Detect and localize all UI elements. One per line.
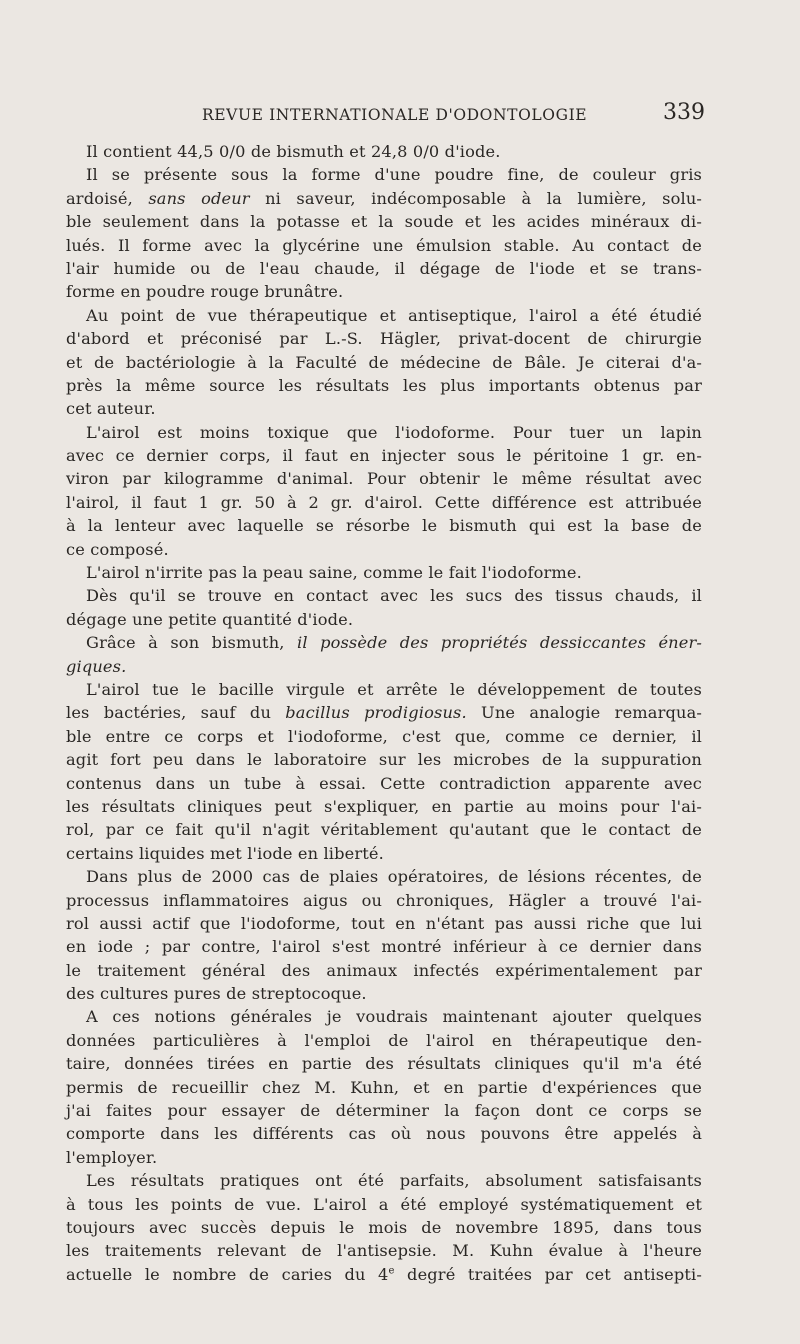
text-segment: le traitement général des animaux infectés expérimentalement par [66,960,702,980]
text-line [66,397,702,420]
text-segment: comporte dans les différents cas où nous pouvons être appelés à [66,1124,702,1144]
text-line [66,678,702,701]
text-line [66,421,702,444]
text-segment: à tous les points de vue. L'airol a été employé systématiquement et [66,1194,702,1214]
text-segment: j'ai faites pour essayer de déterminer la façon dont ce corps se [66,1101,702,1121]
running-title: REVUE INTERNATIONALE D'ODONTOLOGIE [202,106,588,124]
text-segment: les bactéries, sauf du [66,703,286,723]
text-line [66,304,702,327]
text-line [66,1052,702,1075]
text-line [66,163,702,186]
text-segment: Une analogie remarqua- [466,703,702,723]
text-segment: A ces notions générales je voudrais maintenant ajouter quelques [86,1007,702,1027]
text-segment: viron par kilogramme d'animal. Pour obtenir le même résultat avec [66,469,702,489]
text-line [66,234,702,257]
text-segment: sans odeur [148,188,250,208]
page-number: 339 [663,100,705,125]
text-segment: ce composé. [66,539,169,559]
text-segment: Dans plus de 2000 cas de plaies opératoires, de lésions récentes, de [86,867,702,887]
text-segment: contenus dans un tube à essai. Cette contradiction apparente avec [66,773,702,793]
text-line [66,374,702,397]
text-line [66,865,702,888]
text-segment: l'airol, il faut 1 gr. 50 à 2 gr. d'airol. Cette différence est attribuée [66,492,702,512]
text-segment: rol aussi actif que l'iodoforme, tout en n'étant pas aussi riche que lui [66,913,702,933]
text-segment: l'employer. [66,1147,158,1167]
text-line [66,842,702,865]
text-segment: près la même source les résultats les plus importants obtenus par [66,375,702,395]
text-segment: ble seulement dans la potasse et la soude et les acides minéraux di- [66,212,702,232]
text-segment: L'airol n'irrite pas la peau saine, comme le fait l'iodoforme. [86,563,582,583]
text-segment: permis de recueillir chez M. Kuhn, et en partie d'expériences que [66,1077,702,1097]
text-line [66,351,702,374]
text-line [66,1099,702,1122]
text-line [66,1122,702,1145]
text-line [66,210,702,233]
text-segment: bacillus prodigiosus. [285,703,467,723]
text-segment: des cultures pures de streptocoque. [66,984,367,1004]
text-line [66,491,702,514]
text-segment: dégage une petite quantité d'iode. [66,609,354,629]
text-line [66,1239,702,1262]
text-segment: lués. Il forme avec la glycérine une émulsion stable. Au contact de [66,235,702,255]
text-segment: certains liquides met l'iode en liberté. [66,843,384,863]
text-line [66,912,702,935]
text-segment: giques. [66,656,127,676]
text-line [66,561,702,584]
text-segment: Il se présente sous la forme d'une poudre fine, de couleur gris [86,165,702,185]
text-segment: Les résultats pratiques ont été parfaits, absolument satisfaisants [86,1171,702,1191]
text-line [66,1005,702,1028]
text-line [66,444,702,467]
text-line [66,795,702,818]
text-line [66,982,702,1005]
text-line [66,772,702,795]
text-segment: e [388,1265,395,1277]
text-segment: à la lenteur avec laquelle se résorbe le bismuth qui est la base de [66,516,702,536]
text-line [66,1263,702,1286]
text-segment: forme en poudre rouge brunâtre. [66,282,344,302]
text-line [66,725,702,748]
text-line [66,280,702,303]
text-line [66,1146,702,1169]
text-segment: données particulières à l'emploi de l'airol en thérapeutique den- [66,1030,702,1050]
text-line [66,889,702,912]
text-line [66,959,702,982]
text-segment: il possède des propriétés dessiccantes éner- [297,633,702,653]
text-segment: Dès qu'il se trouve en contact avec les sucs des tissus chauds, il [86,586,702,606]
text-segment: les résultats cliniques peut s'expliquer, en partie au moins pour l'ai- [66,796,702,816]
text-segment: toujours avec succès depuis le mois de novembre 1895, dans tous [66,1217,702,1237]
text-segment: rol, par ce fait qu'il n'agit véritablement qu'autant que le contact de [66,820,702,840]
text-line [66,1193,702,1216]
text-line [66,257,702,280]
text-segment: taire, données tirées en partie des résultats cliniques qu'il m'a été [66,1054,702,1074]
text-segment: les traitements relevant de l'antisepsie. M. Kuhn évalue à l'heure [66,1241,702,1261]
text-segment: processus inflammatoires aigus ou chroniques, Hägler a trouvé l'ai- [66,890,702,910]
text-segment: ni saveur, indécomposable à la lumière, solu- [249,188,703,208]
running-header [202,100,705,128]
text-segment: d'abord et préconisé par L.-S. Hägler, privat-docent de chirurgie [66,329,702,349]
text-line [66,327,702,350]
text-segment: cet auteur. [66,399,156,419]
text-line [66,467,702,490]
text-line [66,701,702,724]
text-segment: actuelle le nombre de caries du 4 [66,1264,389,1284]
text-segment: Au point de vue thérapeutique et antiseptique, l'airol a été étudié [86,305,702,325]
text-line [66,655,702,678]
text-line [66,1216,702,1239]
text-segment: agit fort peu dans le laboratoire sur les microbes de la suppuration [66,750,702,770]
text-line [66,187,702,210]
text-line [66,608,702,631]
text-line [66,1169,702,1192]
text-segment: l'air humide ou de l'eau chaude, il dégage de l'iode et se trans- [66,258,702,278]
text-segment: et de bactériologie à la Faculté de médecine de Bâle. Je citerai d'a- [66,352,702,372]
text-segment: ardoisé, [66,188,149,208]
text-line [66,631,702,654]
text-segment: L'airol est moins toxique que l'iodoforme. Pour tuer un lapin [86,422,702,442]
text-segment: degré traitées par cet antisepti- [394,1264,702,1284]
text-line [66,748,702,771]
text-line [66,538,702,561]
text-segment: L'airol tue le bacille virgule et arrête le développement de toutes [86,679,702,699]
text-segment: Grâce à son bismuth, [86,633,297,653]
text-line [66,818,702,841]
text-segment: Il contient 44,5 0/0 de bismuth et 24,8 0/0 d'iode. [86,142,501,161]
text-line [66,584,702,607]
body-text [66,140,702,1286]
text-segment: avec ce dernier corps, il faut en injecter sous le péritoine 1 gr. en- [66,446,702,466]
text-line [66,935,702,958]
text-line [66,1076,702,1099]
text-line [66,140,702,163]
text-line [66,514,702,537]
text-segment: en iode ; par contre, l'airol s'est montré inférieur à ce dernier dans [66,937,702,957]
text-segment: ble entre ce corps et l'iodoforme, c'est que, comme ce dernier, il [66,726,702,746]
text-line [66,1029,702,1052]
